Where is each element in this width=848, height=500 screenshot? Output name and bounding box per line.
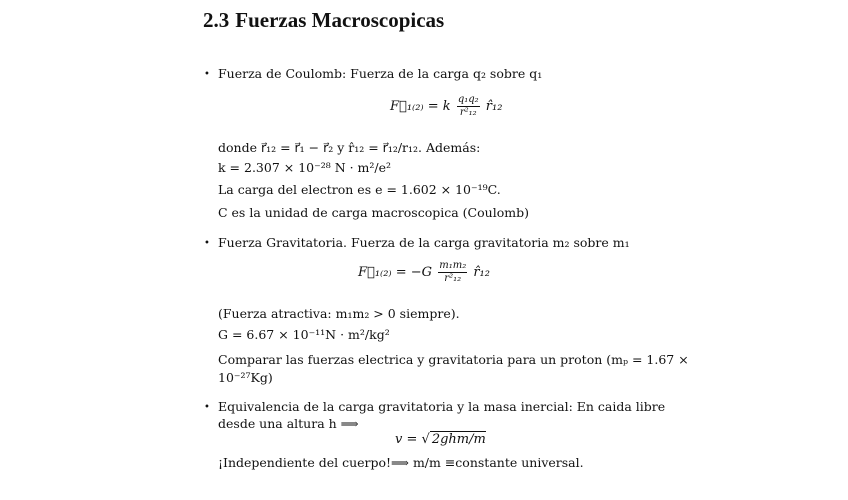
coulomb-equation <box>390 94 502 119</box>
gravity-attractive-line: (Fuerza atractiva: m₁m₂ > 0 siempre). <box>218 306 460 321</box>
coulomb-bullet-text: Fuerza de Coulomb: Fuerza de la carga q₂ sobre q₁ <box>218 66 543 81</box>
gravity-bullet-text: Fuerza Gravitatoria. Fuerza de la carga gravitatoria m₂ sobre m₁ <box>218 235 630 250</box>
coulomb-k-line: k = 2.307 × 10⁻²⁸ N · m²/e² <box>218 160 392 175</box>
gravity-eq-numerator: m₁m₂ <box>439 260 467 271</box>
equivalence-equation <box>395 432 486 447</box>
gravity-compare-line-1: Comparar las fuerzas electrica y gravitatoria para un proton (mₚ = 1.67 × <box>218 352 689 367</box>
gravity-eq-lhs: F⃗₁₍₂₎ = −G <box>358 265 433 280</box>
section-heading <box>203 8 444 33</box>
gravity-compare-line-2: 10⁻²⁷Kg) <box>218 370 273 385</box>
section-number: 2.3 <box>203 8 230 32</box>
equivalence-eq-lhs: v = <box>395 432 422 447</box>
equivalence-conclusion-line: ¡Independiente del cuerpo!⟹ m/m ≡constante universal. <box>218 455 584 470</box>
coulomb-unit-line: C es la unidad de carga macroscopica (Coulomb) <box>218 205 529 220</box>
bullet-marker: • <box>204 238 210 249</box>
gravity-eq-fraction <box>438 260 467 285</box>
coulomb-donde-line: donde r⃗₁₂ = r⃗₁ − r⃗₂ y r̂₁₂ = r⃗₁₂/r₁₂. Además: <box>218 140 481 155</box>
sqrt-symbol: √ <box>421 432 430 447</box>
coulomb-eq-numerator: q₁q₂ <box>457 94 479 105</box>
equivalence-bullet-line-1: Equivalencia de la carga gravitatoria y la masa inercial: En caida libre <box>218 399 666 414</box>
equivalence-bullet-line-2: desde una altura h ⟹ <box>218 416 359 431</box>
gravity-equation <box>358 260 490 285</box>
gravity-eq-denominator: r²₁₂ <box>444 273 462 284</box>
coulomb-charge-line: La carga del electron es e = 1.602 × 10⁻¹⁹C. <box>218 182 501 197</box>
bullet-marker: • <box>204 69 210 80</box>
gravity-G-line: G = 6.67 × 10⁻¹¹N · m²/kg² <box>218 327 390 342</box>
coulomb-eq-unit-vector: r̂₁₂ <box>485 99 503 114</box>
coulomb-eq-fraction <box>457 94 480 119</box>
equivalence-eq-radicand: 2ghm/m <box>431 432 486 447</box>
gravity-eq-unit-vector: r̂₁₂ <box>473 265 490 280</box>
coulomb-eq-denominator: r²₁₂ <box>459 107 477 118</box>
section-title: Fuerzas Macroscopicas <box>235 8 445 32</box>
bullet-marker: • <box>204 402 210 413</box>
coulomb-eq-lhs: F⃗₁₍₂₎ = k <box>390 99 451 114</box>
